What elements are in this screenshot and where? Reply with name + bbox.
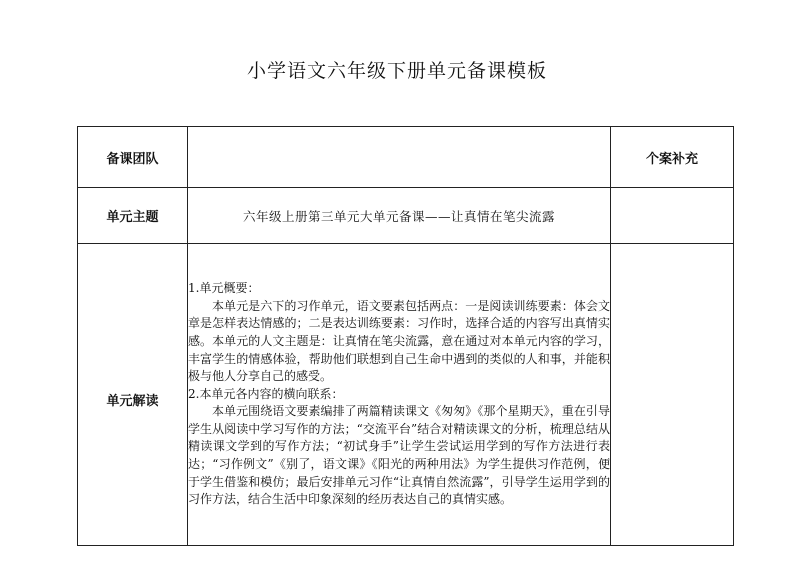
table-row-team [78, 127, 734, 188]
theme-value: 六年级上册第三单元大单元备课——让真情在笔尖流露 [188, 188, 611, 244]
team-value [188, 127, 611, 188]
analysis-content [188, 244, 611, 546]
table-row-analysis [78, 244, 734, 546]
team-label: 备课团队 [78, 127, 188, 188]
lesson-plan-table [77, 126, 734, 546]
section1-heading: 1.单元概要： [188, 281, 260, 296]
theme-supplement-cell [611, 188, 734, 244]
page-title: 小学语文六年级下册单元备课模板 [246, 60, 547, 82]
section2-heading: 2.本单元各内容的横向联系： [188, 386, 344, 401]
theme-label: 单元主题 [78, 188, 188, 244]
section2-body: 本单元围绕语文要素编排了两篇精读课文《匆匆》《那个星期天》，重在引导学生从阅读中学习写作的方法；“交流平台”结合对精读课文的分析，梳理总结从精读课文学到的写作方法；“初试身手”让学生尝试运用学到的写作方法进行表达；“习作例文”《别了，语文课》《阳光的两种用法》为学生提供习作范例，便于学生借鉴和模仿；最后安排单元习作“让真情自然流露”，引导学生运用学到的习作方法，结合生活中印象深刻的经历表达自己的真情实感。 [188, 404, 610, 507]
supplement-label: 个案补充 [611, 127, 734, 188]
table-row-theme [78, 188, 734, 244]
analysis-label: 单元解读 [78, 244, 188, 546]
section1-body: 本单元是六下的习作单元，语文要素包括两点：一是阅读训练要素：体会文章是怎样表达情感的；二是表达训练要素：习作时，选择合适的内容写出真情实感。本单元的人文主题是：让真情在笔尖流露，意在通过对本单元内容的学习，丰富学生的情感体验，帮助他们联想到自己生命中遇到的类似的人和事，并能积极与他人分享自己的感受。 [188, 298, 610, 384]
analysis-supplement-cell [611, 244, 734, 546]
